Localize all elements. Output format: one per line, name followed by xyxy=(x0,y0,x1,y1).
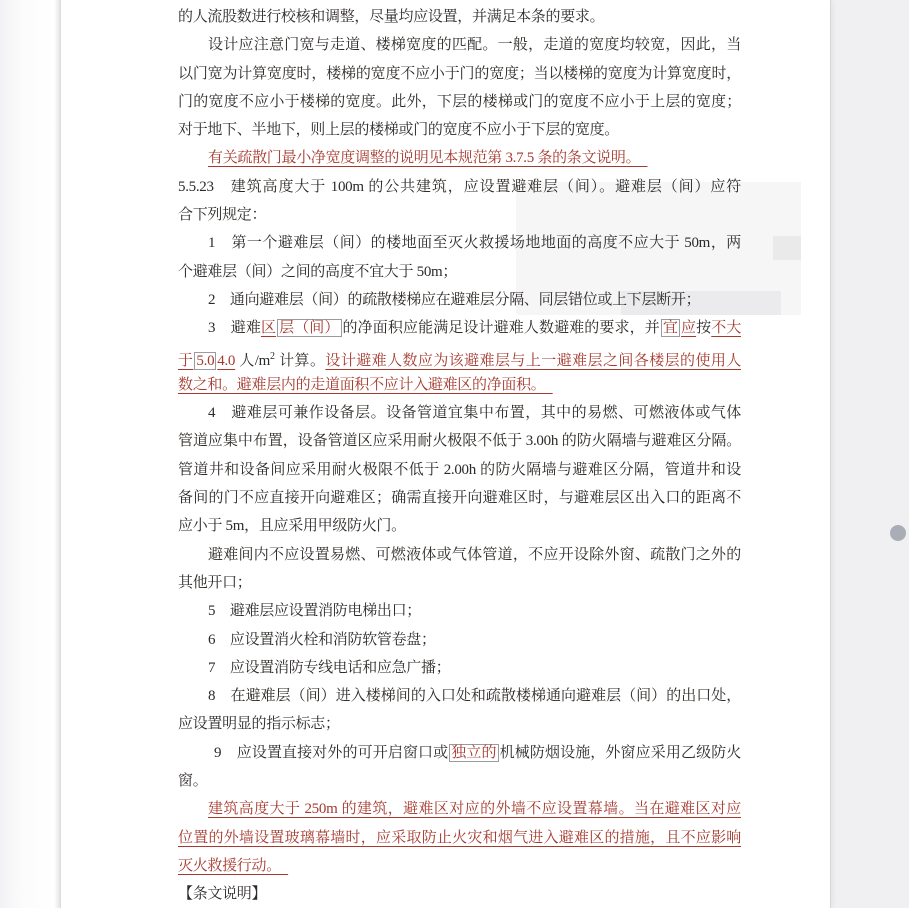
text-run: 6 应设置消火栓和消防软管卷盘； xyxy=(208,631,436,648)
text-run: 计算。 xyxy=(274,352,326,369)
text-run: 的净面积应能满足设计避难人数避难的要求，并 xyxy=(342,320,660,337)
text-run: 设计应注意门宽与走道、楼梯宽度的匹配。一般，走道的宽度均较宽，因此，当 xyxy=(208,37,741,54)
text-line xyxy=(178,343,741,371)
text-line xyxy=(178,512,741,540)
revision-inserted-text: 数之和。避难层内的走道面积不应计入避难区的净面积。 xyxy=(178,376,553,393)
text-run: 【条文说明】 xyxy=(178,886,267,903)
text-line xyxy=(178,88,741,116)
revision-inserted-text: 设计避难人数应为该避难层与上一避难层之间各楼层的使用人 xyxy=(325,352,741,369)
revision-deleted-text: 层（间） xyxy=(279,320,340,337)
text-run: 应小于 5m，且应采用甲级防火门。 xyxy=(178,518,406,535)
text-line xyxy=(178,314,741,342)
text-line xyxy=(178,852,741,880)
revision-inserted-text: 应 xyxy=(680,320,697,337)
text-run: 管道井和设备间应采用耐火极限不低于 2.00h 的防火隔墙与避难区分隔，管道井和设 xyxy=(178,461,741,478)
text-line xyxy=(178,371,741,399)
text-run: 的人流股数进行校核和调整，尽量均应设置，并满足本条的要求。 xyxy=(178,9,605,25)
text-run: 3 避难 xyxy=(208,320,261,337)
text-line xyxy=(178,626,741,654)
document-text-body xyxy=(61,0,832,908)
text-line xyxy=(178,654,741,682)
text-run: 窗。 xyxy=(178,773,208,790)
text-line xyxy=(178,597,741,625)
text-line xyxy=(178,286,741,314)
text-run: 合下列规定： xyxy=(178,207,267,224)
text-line xyxy=(178,201,741,229)
text-run: 7 应设置消防专线电话和应急广播； xyxy=(208,659,451,676)
text-run: 1 第一个避难层（间）的楼地面至灭火救援场地地面的高度不应大于 50m，两 xyxy=(208,235,741,252)
text-line xyxy=(178,682,741,710)
text-run: 管道应集中布置，设备管道区应采用耐火极限不低于 3.00h 的防火隔墙与避难区分隔。 xyxy=(178,433,741,450)
text-line xyxy=(178,824,741,852)
text-run: 5.5.23 建筑高度大于 100m 的公共建筑，应设置避难层（间）。避难层（间）应符 xyxy=(178,178,741,195)
text-run: 应设置明显的指示标志； xyxy=(178,716,340,733)
text-line xyxy=(178,795,741,823)
text-run: 机械防烟设施，外窗应采用乙级防火 xyxy=(499,744,741,761)
scroll-indicator-dot[interactable] xyxy=(890,525,906,541)
revision-inserted-text: 建筑高度大于 250m 的建筑，避难区对应的外墙不应设置幕墙。当在避难区对应 xyxy=(208,801,741,818)
text-line xyxy=(178,569,741,597)
text-line xyxy=(178,399,741,427)
revision-deleted-text: 5.0 xyxy=(196,352,215,369)
text-line xyxy=(178,456,741,484)
text-run: 8 在避难层（间）进入楼梯间的入口处和疏散楼梯通向避难层（间）的出口处， xyxy=(208,688,741,705)
text-line xyxy=(178,767,741,795)
text-line xyxy=(178,739,741,767)
revision-inserted-text: 4.0 xyxy=(217,352,236,369)
text-line xyxy=(178,484,741,512)
text-line xyxy=(178,427,741,455)
text-line xyxy=(178,116,741,144)
revision-inserted-text: 灭火救援行动。 xyxy=(178,857,289,874)
text-run: 个避难层（间）之间的高度不宜大于 50m； xyxy=(178,263,458,280)
revision-inserted-text: 有关疏散门最小净宽度调整的说明见本规范第 3.7.5 条的条文说明。 xyxy=(208,150,648,167)
text-line xyxy=(178,173,741,201)
text-line xyxy=(178,541,741,569)
text-run: 避难间内不应设置易燃、可燃液体或气体管道，不应开设除外窗、疏散门之外的 xyxy=(208,546,741,563)
revision-inserted-text: 位置的外墙设置玻璃幕墙时，应采取防止火灾和烟气进入避难区的措施，且不应影响 xyxy=(178,829,741,846)
text-line xyxy=(178,60,741,88)
text-line xyxy=(178,710,741,738)
text-line xyxy=(178,258,741,286)
text-run: 以门宽为计算宽度时，楼梯的宽度不应小于门的宽度；当以楼梯的宽度为计算宽度时， xyxy=(178,65,741,82)
text-run: 2 通向避难层（间）的疏散楼梯应在避难层分隔、同层错位或上下层断开； xyxy=(208,291,701,308)
text-run: 备间的门不应直接开向避难区；确需直接开向避难区时，与避难层区出入口的距离不 xyxy=(178,490,741,507)
revision-inserted-text: 区 xyxy=(260,320,277,337)
text-run: 5 避难层应设置消防电梯出口； xyxy=(208,603,422,620)
text-run: 4 避难层可兼作设备层。设备管道宜集中布置，其中的易燃、可燃液体或气体 xyxy=(208,405,741,422)
text-run: 对于地下、半地下，则上层的楼梯或门的宽度不应小于下层的宽度。 xyxy=(178,122,620,139)
text-line xyxy=(178,3,741,31)
text-run: 2 xyxy=(269,350,275,362)
document-page xyxy=(60,0,831,908)
text-run: 人/m xyxy=(235,352,270,369)
revision-inserted-text: 不大 xyxy=(711,320,741,337)
revision-deleted-text: 独立的 xyxy=(451,744,497,761)
revision-inserted-text: 于 xyxy=(178,352,194,369)
revision-deleted-text: 宜 xyxy=(662,320,678,337)
text-run: 9 应设置直接对外的可开启窗口或 xyxy=(214,744,449,761)
text-line xyxy=(178,880,741,908)
text-line xyxy=(178,144,741,172)
text-line xyxy=(178,31,741,59)
page-left-gutter xyxy=(0,0,60,908)
text-run: 其他开口； xyxy=(178,574,252,591)
text-run: 门的宽度不应小于楼梯的宽度。此外，下层的楼梯或门的宽度不应小于上层的宽度； xyxy=(178,93,741,110)
text-line xyxy=(178,229,741,257)
text-run: 按 xyxy=(696,320,712,337)
